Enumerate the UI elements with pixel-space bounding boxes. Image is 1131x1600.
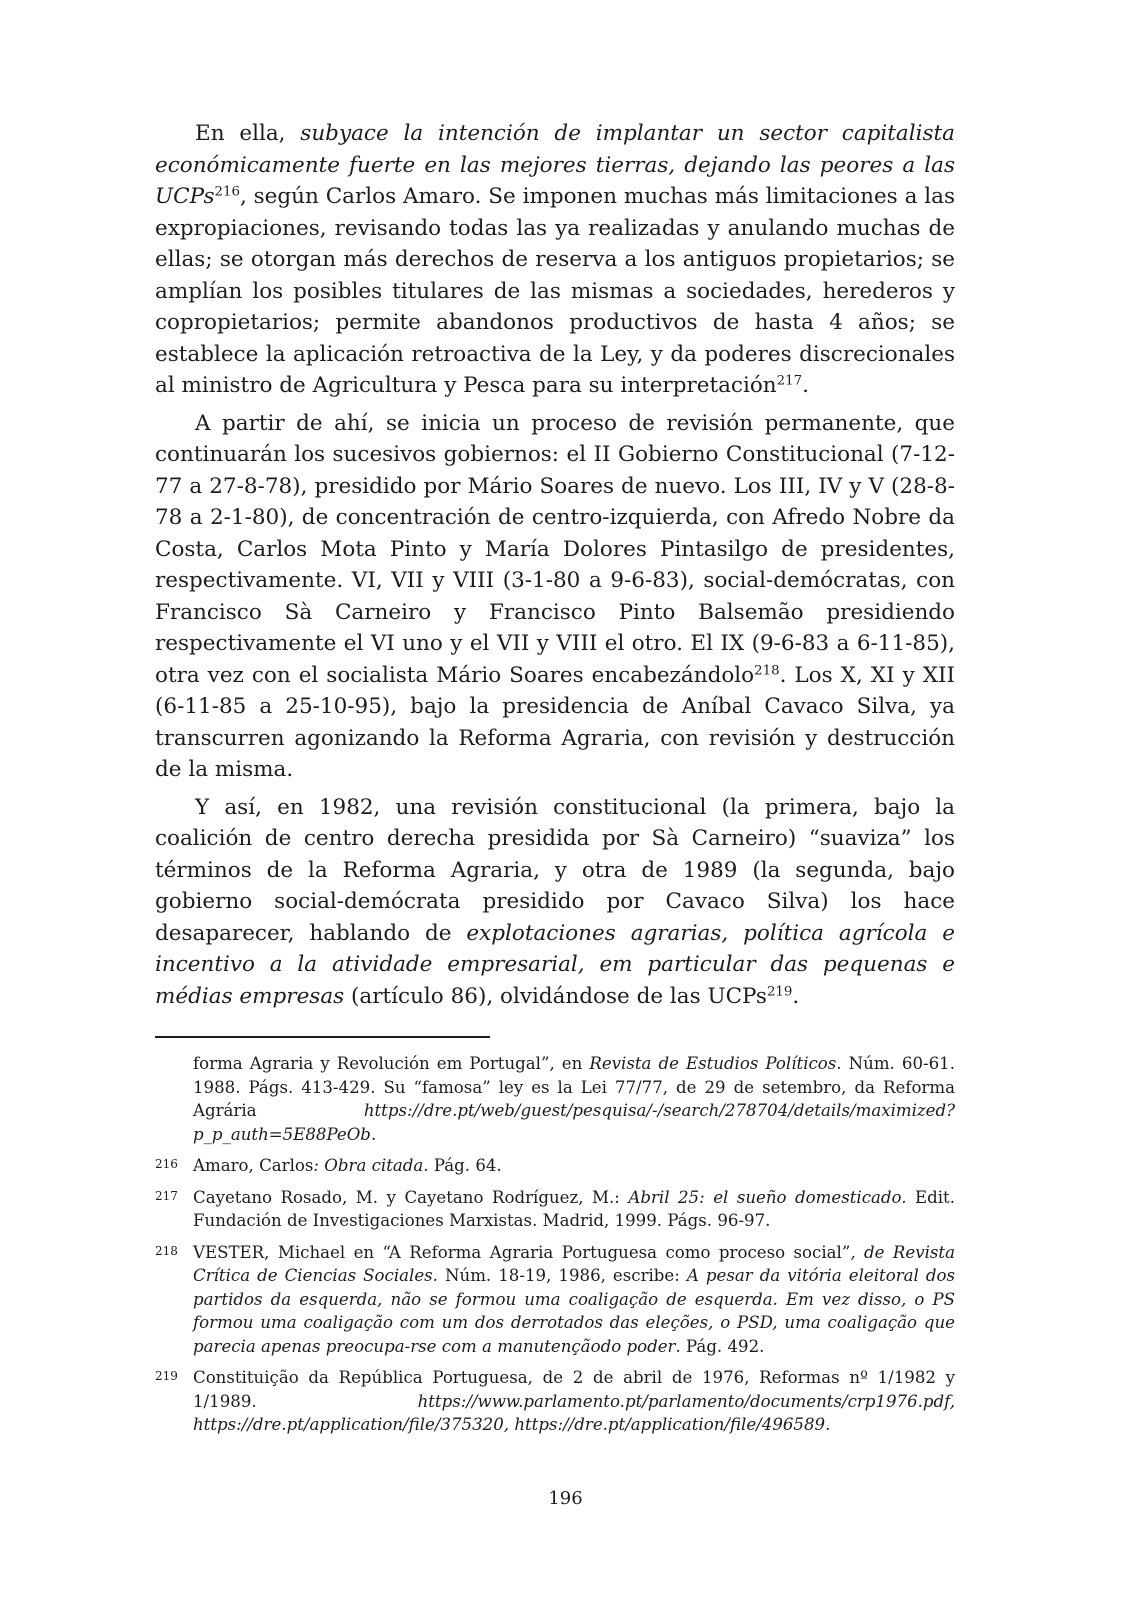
footnote-ref-218[interactable]: 218: [754, 663, 780, 679]
fn218-quote: A pesar da vitória eleitoral dos partidos da esquerda, não se formou uma coaligação de esquerda. Em vez disso, o PS formou uma coaligação com um dos derrotados das eleções, o PSD, uma coaligação que parecia apenas preocupa-rse com a manutençãodo poder: [193, 1266, 956, 1356]
p2-text-end: . Los X, XI y XII (6-11-85 a 25-10-95), bajo la presidencia de Aníbal Cavaco Silva, ya transcurren agonizando la Reforma Agraria, con revisión y destrucción de la misma.: [155, 662, 956, 782]
footnote-number: 216: [155, 1157, 178, 1171]
fn218-issue: Núm. 18-19, 1986, escribe:: [437, 1266, 687, 1285]
fn217-publisher: Edit. Fundación de Investigaciones Marxistas. Madrid, 1999. Págs. 96-97.: [193, 1187, 955, 1230]
footnote-ref-219[interactable]: 219: [766, 984, 793, 1000]
paragraph-1: [155, 118, 955, 402]
fn217-author: Cayetano Rosado, M. y Cayetano Rodríguez, M.:: [193, 1187, 629, 1207]
fn219-text: Constituição da República Portuguesa, de 2 de abril de 1976, Reformas nº 1/1982 y 1/1989.: [193, 1368, 955, 1411]
page-content: [155, 118, 955, 1445]
fn-cont-text: forma Agraria y Revolución em Portugal”, en: [193, 1054, 590, 1073]
fn-cont-end: .: [370, 1124, 377, 1144]
footnotes: [155, 1052, 955, 1437]
footnote-217: [155, 1186, 955, 1233]
fn218-journal: , de Revista Crítica de Ciencias Sociales.: [193, 1242, 955, 1285]
footnote-ref-217[interactable]: 217: [776, 373, 803, 389]
footnote-219: [155, 1366, 955, 1437]
footnote-ref-216[interactable]: 216: [214, 184, 240, 200]
p1-lead: En ella,: [195, 121, 301, 146]
footnote-216: [155, 1154, 955, 1178]
p3-end: .: [792, 983, 800, 1009]
paragraph-2: [155, 408, 955, 786]
fn-cont-journal: Revista de Estudios Políticos: [589, 1054, 837, 1073]
footnote-continued: [155, 1052, 955, 1146]
p2-text: A partir de ahí, se inicia un proceso de revisión permanente, que continuarán los sucesivos gobiernos: el II Gobierno Constitucional (7-12-77 a 27-8-78), presidido por Mário Soares de nuevo. Los III, IV y V (28-8-78 a 2-1-80), de concentración de centro-izquierda, con Afredo Nobre da Costa, Carlos Mota Pinto y María Dolores Pintasilgo de presidentes, respectivamente. VI, VII y VIII (3-1-80 a 9-6-83), social-demócratas, con Francisco Sà Carneiro y Francisco Pinto Balsemão presidiendo respectivamente el VI uno y el VII y VIII el otro. El IX (9-6-83 a 6-11-85), otra vez con el socialista Mário Soares encabezándolo: [155, 410, 955, 688]
footnote-number: 219: [155, 1369, 178, 1383]
paragraph-3: [155, 792, 955, 1013]
fn-cont-url[interactable]: https://dre.pt/web/guest/pesquisa/-/search/278704/details/maximized?p_p_auth=5E88PeOb: [193, 1101, 955, 1144]
body-text: [155, 118, 955, 1012]
footnote-number: 217: [155, 1188, 178, 1203]
p1-text: , según Carlos Amaro. Se imponen muchas más limitaciones a las expropiaciones, revisando todas las ya realizadas y anulando muchas de ellas; se otorgan más derechos de reserva a los antiguos propietarios; se amplían los posibles titulares de las mismas a sociedades, herederos y copropietarios; permite abandonos productivos de hasta 4 años; se establece la aplicación retroactiva de la Ley, y da poderes discrecionales al ministro de Agricultura y Pesca para su interpretación: [155, 184, 955, 398]
p3-text: Y así, en 1982, una revisión constitucional (la primera, bajo la coalición de centro derecha presidida por Sà Carneiro) “suaviza” los términos de la Reforma Agraria, y otra de 1989 (la segunda, bajo gobierno social-demócrata presidido por Cavaco Silva) los hace desaparecer, hablando de: [155, 794, 955, 946]
fn218-author: VESTER, Michael en “A Reforma Agraria Portuguesa como proceso social”: [193, 1242, 851, 1262]
fn216-author: Amaro, Carlos: [193, 1156, 314, 1175]
fn216-pages: Pág. 64.: [428, 1156, 502, 1175]
p1-end: .: [802, 373, 809, 398]
fn217-title: Abril 25: el sueño domesticado.: [628, 1187, 907, 1207]
fn216-title: : Obra citada.: [313, 1156, 429, 1175]
page-number: 196: [548, 1488, 583, 1509]
p3-text-end: (artículo 86), olvidándose de las UCPs: [344, 983, 767, 1009]
p1-quote: subyace la intención de implantar un sector capitalista económicamente fuerte en las mejores tierras, dejando las peores a las UCPs: [155, 121, 955, 209]
footnote-separator: [155, 1036, 490, 1038]
footnote-number: 218: [155, 1243, 178, 1258]
fn218-page: . Pág. 492.: [675, 1336, 765, 1356]
fn219-urls[interactable]: https://www.parlamento.pt/parlamento/documents/crp1976.pdf, https://dre.pt/application/file/375320, https://dre.pt/application/file/496589.: [193, 1391, 955, 1434]
fn-cont-text2: . Núm. 60-61. 1988. Págs. 413-429. Su “famosa” ley es la Lei 77/77, de 29 de setembro, da Reforma Agrária: [193, 1054, 955, 1120]
footnote-218: [155, 1241, 955, 1359]
p3-quote: explotaciones agrarias, política agrícola e incentivo a la atividade empresarial, em particular das pequenas e médias empresas: [155, 920, 955, 1009]
